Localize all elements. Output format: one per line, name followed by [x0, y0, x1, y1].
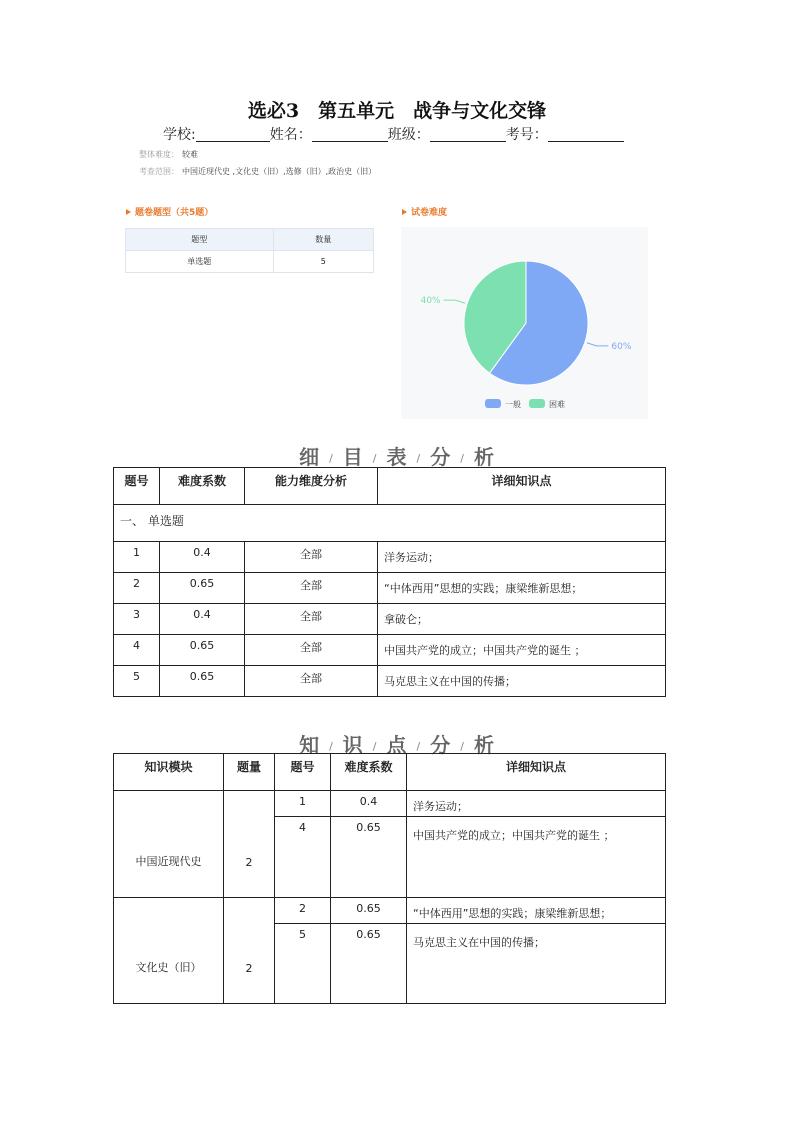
- legend-swatch-0[interactable]: [485, 399, 501, 408]
- knowledge-points: “中体西用”思想的实践；康梁维新思想；: [378, 573, 666, 604]
- column-header: 知识模块: [114, 754, 224, 791]
- triangle-bullet-icon: [126, 209, 131, 215]
- column-header: 详细知识点: [407, 754, 666, 791]
- knowledge-points: 洋务运动；: [407, 791, 666, 817]
- column-header: 题号: [114, 468, 160, 505]
- column-header: 能力维度分析: [245, 468, 378, 505]
- table-row: [114, 604, 666, 635]
- ability-dimension: 全部: [245, 542, 378, 573]
- legend-label-0[interactable]: 一般: [505, 400, 521, 409]
- detail-table: [113, 467, 666, 697]
- knowledge-table: [113, 753, 666, 1004]
- column-header: 难度系数: [331, 754, 407, 791]
- question-number: 4: [275, 817, 331, 898]
- ability-dimension: 全部: [245, 666, 378, 697]
- knowledge-points: 中国共产党的成立；中国共产党的诞生 ；: [378, 635, 666, 666]
- question-types-heading: [126, 205, 213, 218]
- difficulty-coefficient: 0.4: [160, 542, 245, 573]
- difficulty-coefficient: 0.4: [331, 791, 407, 817]
- column-header: 难度系数: [160, 468, 245, 505]
- name-label: 姓名：: [269, 127, 312, 143]
- heading-char: 分: [430, 445, 452, 469]
- question-number: 5: [114, 666, 160, 697]
- table-cell: 单选题: [126, 251, 274, 273]
- heading-char: 分: [430, 733, 452, 757]
- module-count: 2: [224, 791, 275, 898]
- heading-char: 析: [473, 445, 495, 469]
- difficulty-meta: [139, 149, 198, 160]
- knowledge-points: 拿破仑；: [378, 604, 666, 635]
- module-name: 文化史（旧）: [114, 898, 224, 1004]
- table-row: [114, 666, 666, 697]
- question-number: 3: [114, 604, 160, 635]
- detail-section-heading: [0, 441, 794, 470]
- table-header-row: [114, 754, 666, 791]
- heading-separator: /: [329, 740, 334, 753]
- heading-separator: /: [460, 452, 465, 465]
- table-cell: 5: [273, 251, 373, 273]
- heading-char: 目: [342, 445, 364, 469]
- heading-separator: /: [372, 452, 378, 465]
- difficulty-coefficient: 0.65: [331, 924, 407, 1004]
- document-title: 选必3 第五单元 战争与文化交锋: [247, 100, 547, 122]
- heading-char: 表: [386, 445, 408, 469]
- difficulty-coefficient: 0.65: [160, 573, 245, 604]
- heading-separator: /: [416, 452, 422, 465]
- heading-char: 点: [386, 733, 408, 757]
- exam-no-blank[interactable]: [548, 127, 624, 142]
- difficulty-pie-chart: [401, 227, 648, 419]
- group-label: 一、 单选题: [114, 505, 666, 542]
- question-number: 4: [114, 635, 160, 666]
- pie-data-label-1: 40%: [420, 296, 441, 307]
- column-header: 详细知识点: [378, 468, 666, 505]
- difficulty-coefficient: 0.65: [331, 817, 407, 898]
- module-count: 2: [224, 898, 275, 1004]
- column-header: 数量: [273, 229, 373, 251]
- knowledge-points: 马克思主义在中国的传播；: [378, 666, 666, 697]
- heading-char: 识: [342, 733, 364, 757]
- difficulty-coefficient: 0.65: [160, 635, 245, 666]
- question-number: 2: [275, 898, 331, 924]
- heading-char: 析: [473, 733, 495, 757]
- heading-char: 知: [299, 733, 321, 757]
- difficulty-value: 较难: [182, 150, 198, 159]
- scope-value: 中国近现代史 ,文化史（旧）,选修（旧）,政治史（旧）: [182, 167, 377, 176]
- legend-swatch-1[interactable]: [529, 399, 545, 408]
- heading-separator: /: [416, 740, 422, 753]
- heading-char: 细: [299, 445, 321, 469]
- knowledge-points: “中体西用”思想的实践；康梁维新思想；: [407, 898, 666, 924]
- question-number: 1: [114, 542, 160, 573]
- difficulty-coefficient: 0.65: [331, 898, 407, 924]
- knowledge-points: 马克思主义在中国的传播；: [407, 924, 666, 1004]
- question-types-table: [125, 228, 374, 273]
- heading-separator: /: [329, 452, 334, 465]
- table-row: [114, 791, 666, 817]
- heading-separator: /: [460, 740, 465, 753]
- difficulty-coefficient: 0.4: [160, 604, 245, 635]
- class-label: 班级：: [387, 127, 430, 143]
- ability-dimension: 全部: [245, 604, 378, 635]
- school-blank[interactable]: [196, 127, 270, 142]
- ability-dimension: 全部: [245, 635, 378, 666]
- chart-heading: [402, 205, 447, 218]
- name-blank[interactable]: [312, 127, 388, 142]
- question-number: 5: [275, 924, 331, 1004]
- difficulty-coefficient: 0.65: [160, 666, 245, 697]
- question-number: 1: [275, 791, 331, 817]
- school-label: 学校:: [163, 127, 196, 143]
- chart-title: 试卷难度: [411, 208, 448, 218]
- column-header: 题号: [275, 754, 331, 791]
- knowledge-points: 中国共产党的成立；中国共产党的诞生 ；: [407, 817, 666, 898]
- pie-data-label-0: 60%: [611, 341, 632, 352]
- table-row: [114, 898, 666, 924]
- student-info-line: [163, 124, 624, 144]
- legend-label-1[interactable]: 困难: [549, 400, 565, 409]
- group-row: [114, 505, 666, 542]
- question-number: 2: [114, 573, 160, 604]
- scope-key: 考查范围：: [139, 167, 179, 176]
- difficulty-key: 整体难度：: [139, 150, 179, 159]
- question-types-heading-text: 题卷题型（共5题）: [135, 208, 214, 218]
- ability-dimension: 全部: [245, 573, 378, 604]
- difficulty-chart-panel: [401, 227, 648, 419]
- table-row: [126, 251, 374, 273]
- column-header: 题量: [224, 754, 275, 791]
- scope-meta: [139, 166, 376, 177]
- table-row: [114, 542, 666, 573]
- column-header: 题型: [126, 229, 274, 251]
- table-header-row: [114, 468, 666, 505]
- table-header-row: [126, 229, 374, 251]
- pie-label-line-0: [587, 343, 609, 346]
- pie-label-line-1: [444, 300, 466, 303]
- table-row: [114, 573, 666, 604]
- class-blank[interactable]: [430, 127, 506, 142]
- knowledge-points: 洋务运动；: [378, 542, 666, 573]
- exam-no-label: 考号：: [505, 127, 548, 143]
- heading-separator: /: [372, 740, 378, 753]
- triangle-bullet-icon: [402, 209, 407, 215]
- module-name: 中国近现代史: [114, 791, 224, 898]
- table-row: [114, 635, 666, 666]
